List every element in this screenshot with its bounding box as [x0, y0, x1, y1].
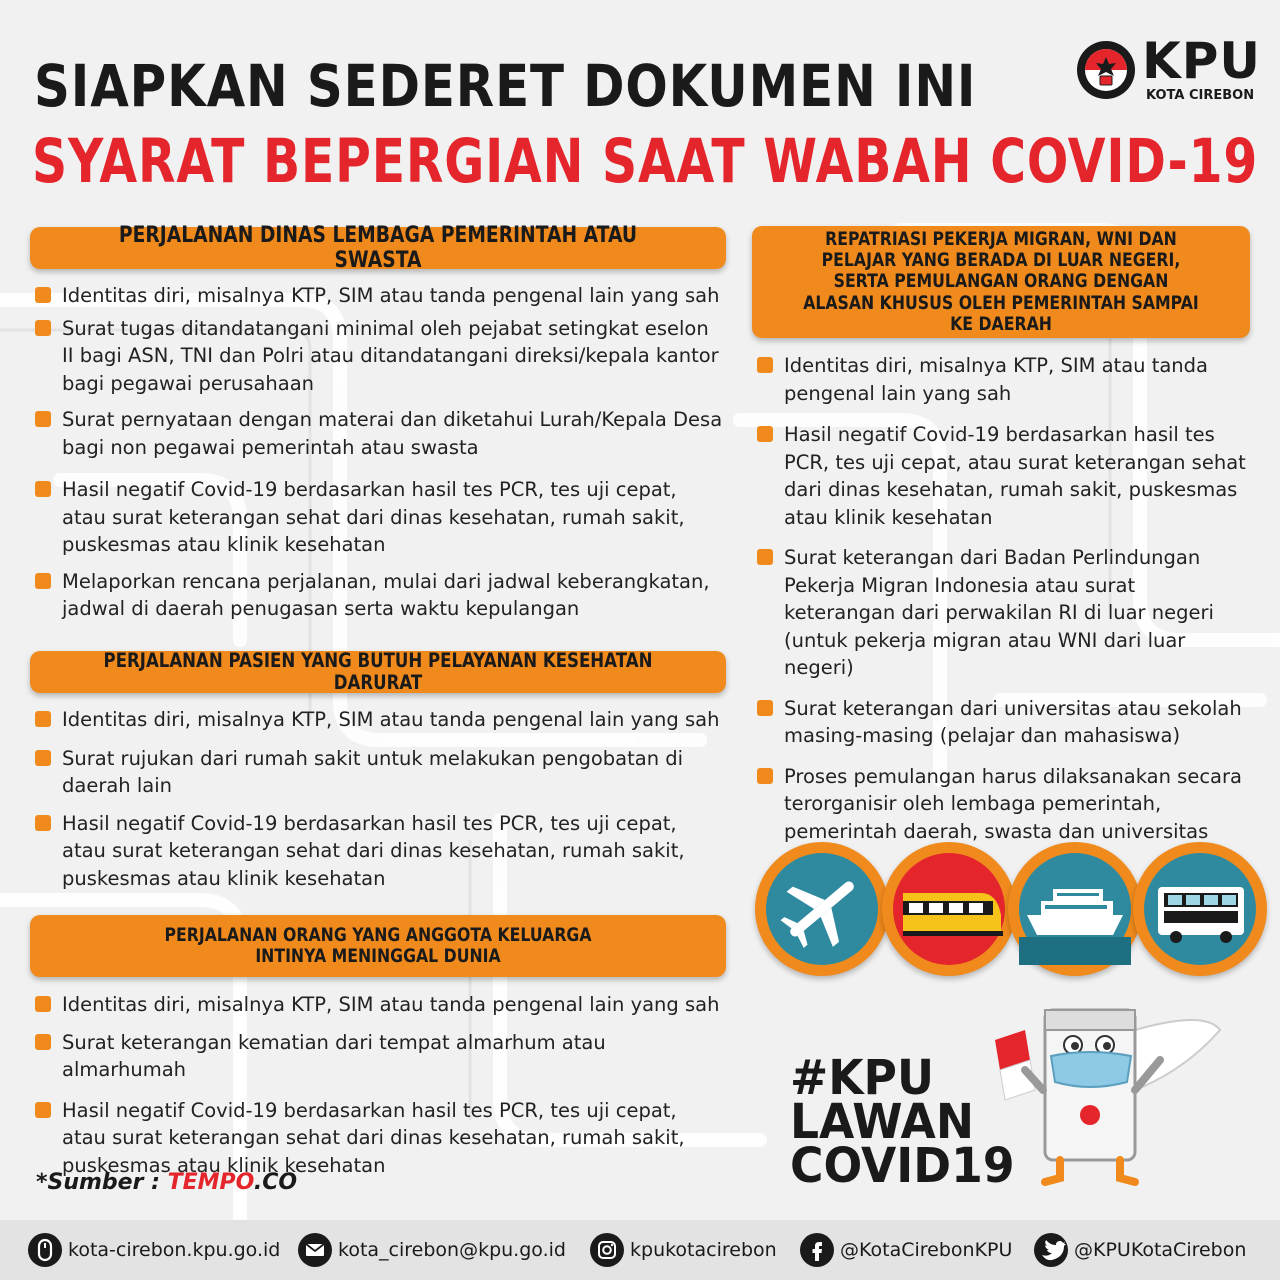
- facebook-icon: [800, 1233, 834, 1267]
- bullet-icon: [35, 1034, 51, 1050]
- list-item: Proses pemulangan harus dilaksanakan secara terorganisir oleh lembaga pemerintah, pemerintah daerah, swasta dan universitas: [754, 763, 1250, 846]
- twitter-icon: [1034, 1233, 1068, 1267]
- footer-instagram[interactable]: kpukotacirebon: [590, 1232, 777, 1268]
- bullet-icon: [35, 573, 51, 589]
- footer-twitter[interactable]: @KPUKotaCirebon: [1034, 1232, 1246, 1268]
- ship-icon: [1019, 853, 1131, 965]
- list-item: Surat pernyataan dengan materai dan diketahui Lurah/Kepala Desa bagi non pegawai pemerintah atau swasta: [32, 406, 726, 461]
- bullet-icon: [757, 426, 773, 442]
- section-heading-repatriasi: REPATRIASI PEKERJA MIGRAN, WNI DAN PELAJAR YANG BERADA DI LUAR NEGERI, SERTA PEMULANGAN ORANG DENGAN ALASAN KHUSUS OLEH PEMERINTAH SAMPAI KE DAERAH: [752, 226, 1250, 338]
- bullet-icon: [35, 1102, 51, 1118]
- list-item: Surat keterangan dari Badan Perlindungan Pekerja Migran Indonesia atau surat keterangan dari perwakilan RI di luar negeri (untuk pekerja migran atau WNI dari luar negeri): [754, 544, 1250, 682]
- airplane-circle: [755, 842, 889, 976]
- mouse-icon: [28, 1233, 62, 1267]
- bullet-icon: [35, 481, 51, 497]
- bullet-icon: [757, 357, 773, 373]
- list-item: Hasil negatif Covid-19 berdasarkan hasil tes PCR, tes uji cepat, atau surat keterangan sehat dari dinas kesehatan, rumah sakit, puskesmas atau klinik kesehatan: [32, 476, 726, 559]
- list-item: Identitas diri, misalnya KTP, SIM atau tanda pengenal lain yang sah: [32, 706, 726, 734]
- list-item: Identitas diri, misalnya KTP, SIM atau tanda pengenal lain yang sah: [32, 282, 726, 310]
- list-item: Hasil negatif Covid-19 berdasarkan hasil tes PCR, tes uji cepat, atau surat keterangan sehat dari dinas kesehatan, rumah sakit, puskesmas atau klinik kesehatan: [32, 1097, 726, 1180]
- ship-circle: [1008, 842, 1142, 976]
- list-item: Identitas diri, misalnya KTP, SIM atau tanda pengenal lain yang sah: [32, 991, 726, 1019]
- bullet-icon: [35, 411, 51, 427]
- footer-facebook[interactable]: @KotaCirebonKPU: [800, 1232, 1012, 1268]
- list-item: Surat tugas ditandatangani minimal oleh pejabat setingkat eselon II bagi ASN, TNI dan Polri atau ditandatangani direksi/kepala kantor bagi pegawai perusahaan: [32, 315, 726, 398]
- bullet-icon: [757, 700, 773, 716]
- section-list-repatriasi: [754, 352, 1250, 845]
- bullet-icon: [35, 815, 51, 831]
- instagram-icon: [590, 1233, 624, 1267]
- bullet-icon: [35, 287, 51, 303]
- airplane-icon: [766, 853, 878, 965]
- list-item: Hasil negatif Covid-19 berdasarkan hasil tes PCR, tes uji cepat, atau surat keterangan sehat dari dinas kesehatan, rumah sakit, puskesmas atau klinik kesehatan: [32, 810, 726, 893]
- list-item: Surat rujukan dari rumah sakit untuk melakukan pengobatan di daerah lain: [32, 745, 726, 800]
- logo-name: KPU: [1142, 32, 1261, 90]
- section-heading-pasien: PERJALANAN PASIEN YANG BUTUH PELAYANAN KESEHATAN DARURAT: [30, 651, 726, 693]
- list-item: Melaporkan rencana perjalanan, mulai dari jadwal keberangkatan, jadwal di daerah penugasan serta waktu kepulangan: [32, 568, 726, 623]
- bus-icon: [1144, 853, 1256, 965]
- kpu-logo: [1076, 32, 1261, 108]
- bus-circle: [1133, 842, 1267, 976]
- logo-subtitle: KOTA CIREBON: [1146, 88, 1255, 103]
- hashtag-text: #KPU LAWAN COVID19: [790, 1050, 1015, 1194]
- bullet-icon: [35, 320, 51, 336]
- section-list-keluarga: [32, 991, 726, 1179]
- list-item: Surat keterangan kematian dari tempat almarhum atau almarhumah: [32, 1029, 726, 1084]
- source-credit: *Sumber : TEMPO.CO: [36, 1170, 298, 1195]
- footer: [0, 1220, 1280, 1280]
- train-icon: [893, 853, 1005, 965]
- section-list-dinas: [32, 282, 726, 623]
- list-item: Identitas diri, misalnya KTP, SIM atau tanda pengenal lain yang sah: [754, 352, 1250, 407]
- subtitle: SYARAT BEPERGIAN SAAT WABAH COVID-19: [32, 126, 1259, 197]
- bullet-icon: [35, 996, 51, 1012]
- section-list-pasien: [32, 706, 726, 892]
- bullet-icon: [35, 711, 51, 727]
- transport-icons: [755, 842, 1265, 982]
- mascot-ballot-box-icon: [985, 990, 1235, 1190]
- main-title: SIAPKAN SEDERET DOKUMEN INI: [34, 52, 977, 120]
- kpu-emblem-icon: [1076, 40, 1136, 100]
- section-heading-keluarga: PERJALANAN ORANG YANG ANGGOTA KELUARGA INTINYA MENINGGAL DUNIA: [30, 915, 726, 977]
- section-heading-dinas: PERJALANAN DINAS LEMBAGA PEMERINTAH ATAU SWASTA: [30, 227, 726, 269]
- email-icon: [298, 1233, 332, 1267]
- bullet-icon: [35, 750, 51, 766]
- train-circle: [882, 842, 1016, 976]
- footer-email[interactable]: kota_cirebon@kpu.go.id: [298, 1232, 566, 1268]
- list-item: Surat keterangan dari universitas atau sekolah masing-masing (pelajar dan mahasiswa): [754, 695, 1250, 750]
- list-item: Hasil negatif Covid-19 berdasarkan hasil tes PCR, tes uji cepat, atau surat keterangan sehat dari dinas kesehatan, rumah sakit, puskesmas atau klinik kesehatan: [754, 421, 1250, 531]
- bullet-icon: [757, 549, 773, 565]
- bullet-icon: [757, 768, 773, 784]
- footer-website[interactable]: kota-cirebon.kpu.go.id: [28, 1232, 280, 1268]
